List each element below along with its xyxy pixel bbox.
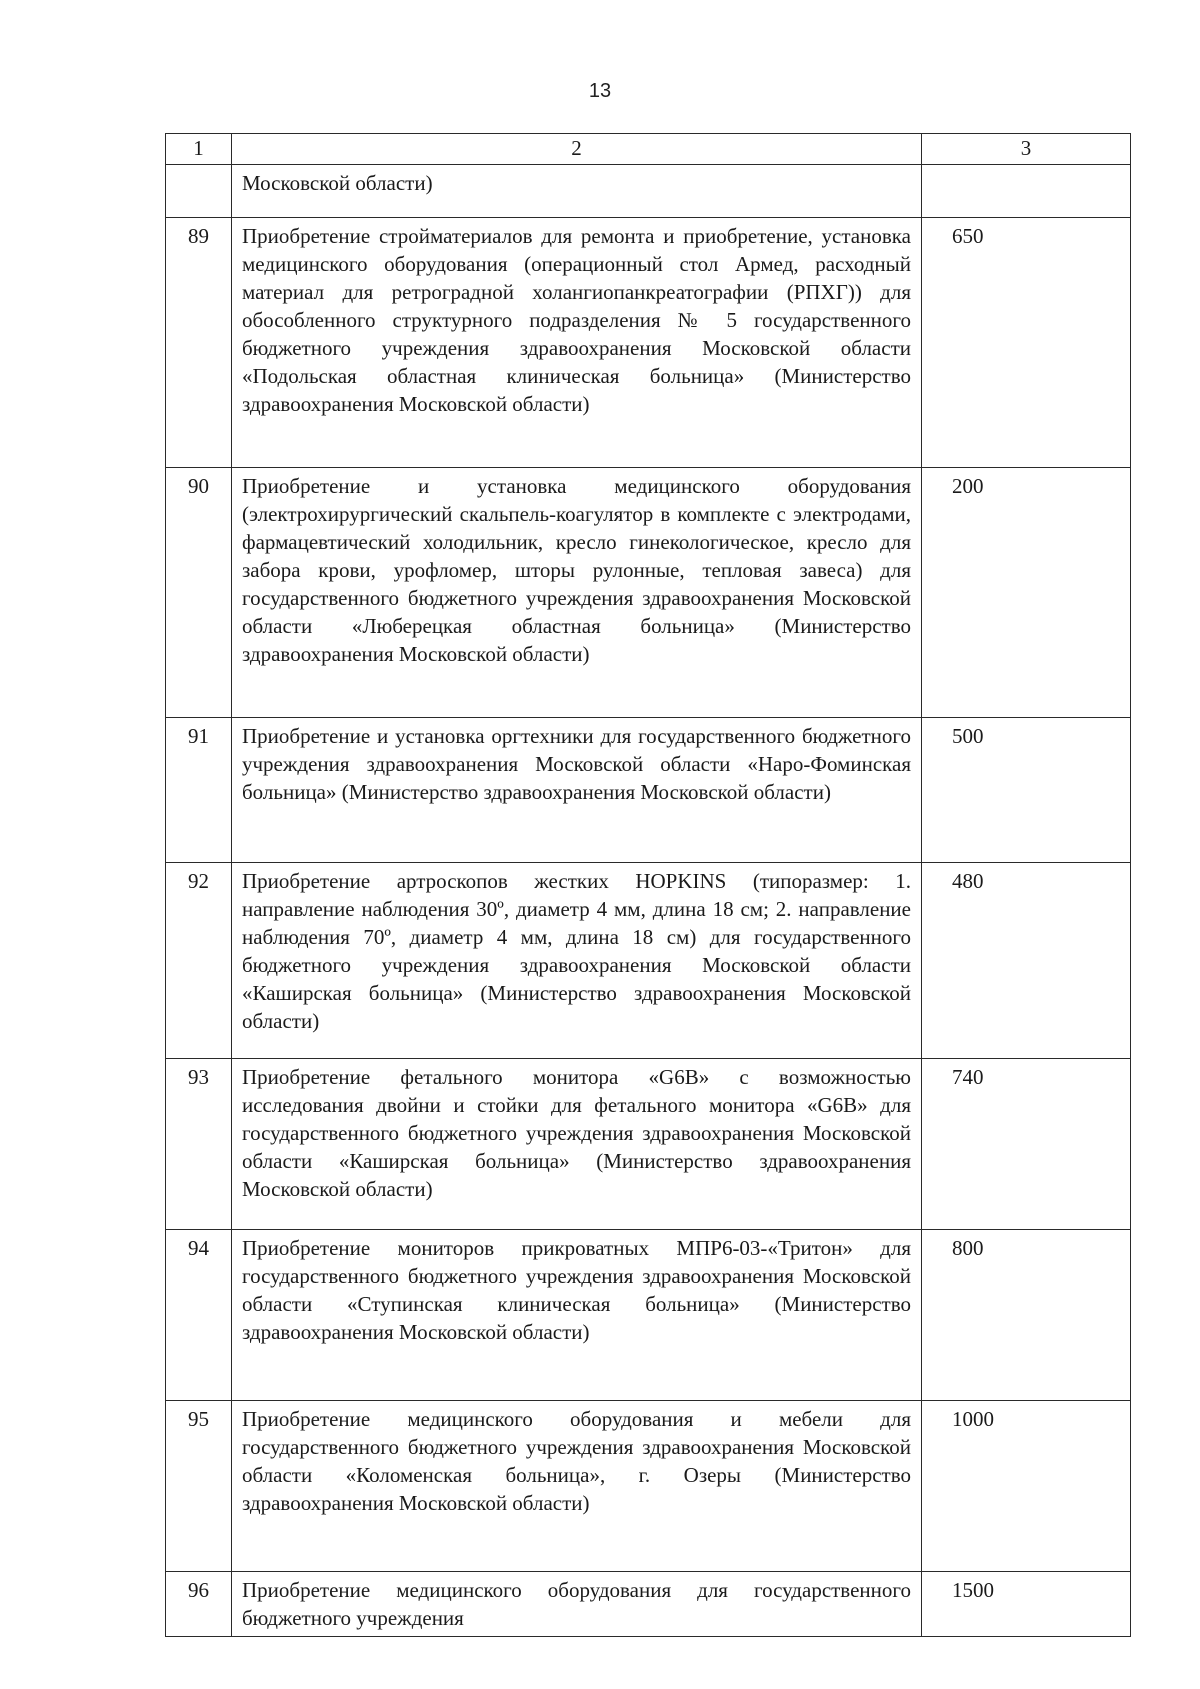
table-row [166, 1230, 1131, 1401]
page-number: 13 [588, 80, 612, 102]
row-amount: 480 [922, 863, 1131, 1059]
table-row [166, 1059, 1131, 1230]
table-row [166, 863, 1131, 1059]
row-description: Приобретение стройматериалов для ремонта и приобретение, установка медицинского оборудования (операционный стол Армед, расходный материал для ретроградной холангиопанкреатографии (РПХГ)) для обособленного структурного подразделения № 5 государственного бюджетного учреждения здравоохранения Московской области «Подольская областная клиническая больница» (Министерство здравоохранения Московской области) [232, 218, 922, 468]
row-number: 92 [166, 863, 232, 1059]
funding-table [165, 133, 1131, 1637]
table-row [166, 1401, 1131, 1572]
row-description: Приобретение медицинского оборудования и мебели для государственного бюджетного учреждения здравоохранения Московской области «Коломенская больница», г. Озеры (Министерство здравоохранения Московской области) [232, 1401, 922, 1572]
row-description: Приобретение медицинского оборудования для государственного бюджетного учреждения [232, 1572, 922, 1637]
table-header-row [166, 134, 1131, 165]
row-number: 89 [166, 218, 232, 468]
row-amount: 1000 [922, 1401, 1131, 1572]
row-number: 93 [166, 1059, 232, 1230]
row-amount [922, 165, 1131, 218]
table-row [166, 468, 1131, 718]
table-row [166, 718, 1131, 863]
column-header-amount: 3 [922, 134, 1131, 165]
row-description: Московской области) [232, 165, 922, 218]
row-amount: 740 [922, 1059, 1131, 1230]
row-description: Приобретение артроскопов жестких HOPKINS (типоразмер: 1. направление наблюдения 30º, диаметр 4 мм, длина 18 см; 2. направление наблюдения 70º, диаметр 4 мм, длина 18 см) для государственного бюджетного учреждения здравоохранения Московской области «Каширская больница» (Министерство здравоохранения Московской области) [232, 863, 922, 1059]
row-number: 90 [166, 468, 232, 718]
column-header-number: 1 [166, 134, 232, 165]
table-row-continuation [166, 165, 1131, 218]
row-description: Приобретение фетального монитора «G6B» с возможностью исследования двойни и стойки для фетального монитора «G6B» для государственного бюджетного учреждения здравоохранения Московской области «Каширская больница» (Министерство здравоохранения Московской области) [232, 1059, 922, 1230]
row-number: 94 [166, 1230, 232, 1401]
row-number: 95 [166, 1401, 232, 1572]
table-row [166, 218, 1131, 468]
row-description: Приобретение мониторов прикроватных МПР6-03-«Тритон» для государственного бюджетного учреждения здравоохранения Московской области «Ступинская клиническая больница» (Министерство здравоохранения Московской области) [232, 1230, 922, 1401]
row-amount: 650 [922, 218, 1131, 468]
row-number [166, 165, 232, 218]
row-amount: 500 [922, 718, 1131, 863]
row-number: 91 [166, 718, 232, 863]
row-amount: 200 [922, 468, 1131, 718]
row-amount: 1500 [922, 1572, 1131, 1637]
row-amount: 800 [922, 1230, 1131, 1401]
row-description: Приобретение и установка оргтехники для государственного бюджетного учреждения здравоохранения Московской области «Наро-Фоминская больница» (Министерство здравоохранения Московской области) [232, 718, 922, 863]
row-description: Приобретение и установка медицинского оборудования (электрохирургический скальпель-коагулятор в комплекте с электродами, фармацевтический холодильник, кресло гинекологическое, кресло для забора крови, урофломер, шторы рулонные, тепловая завеса) для государственного бюджетного учреждения здравоохранения Московской области «Люберецкая областная больница» (Министерство здравоохранения Московской области) [232, 468, 922, 718]
row-number: 96 [166, 1572, 232, 1637]
column-header-description: 2 [232, 134, 922, 165]
table-row [166, 1572, 1131, 1637]
